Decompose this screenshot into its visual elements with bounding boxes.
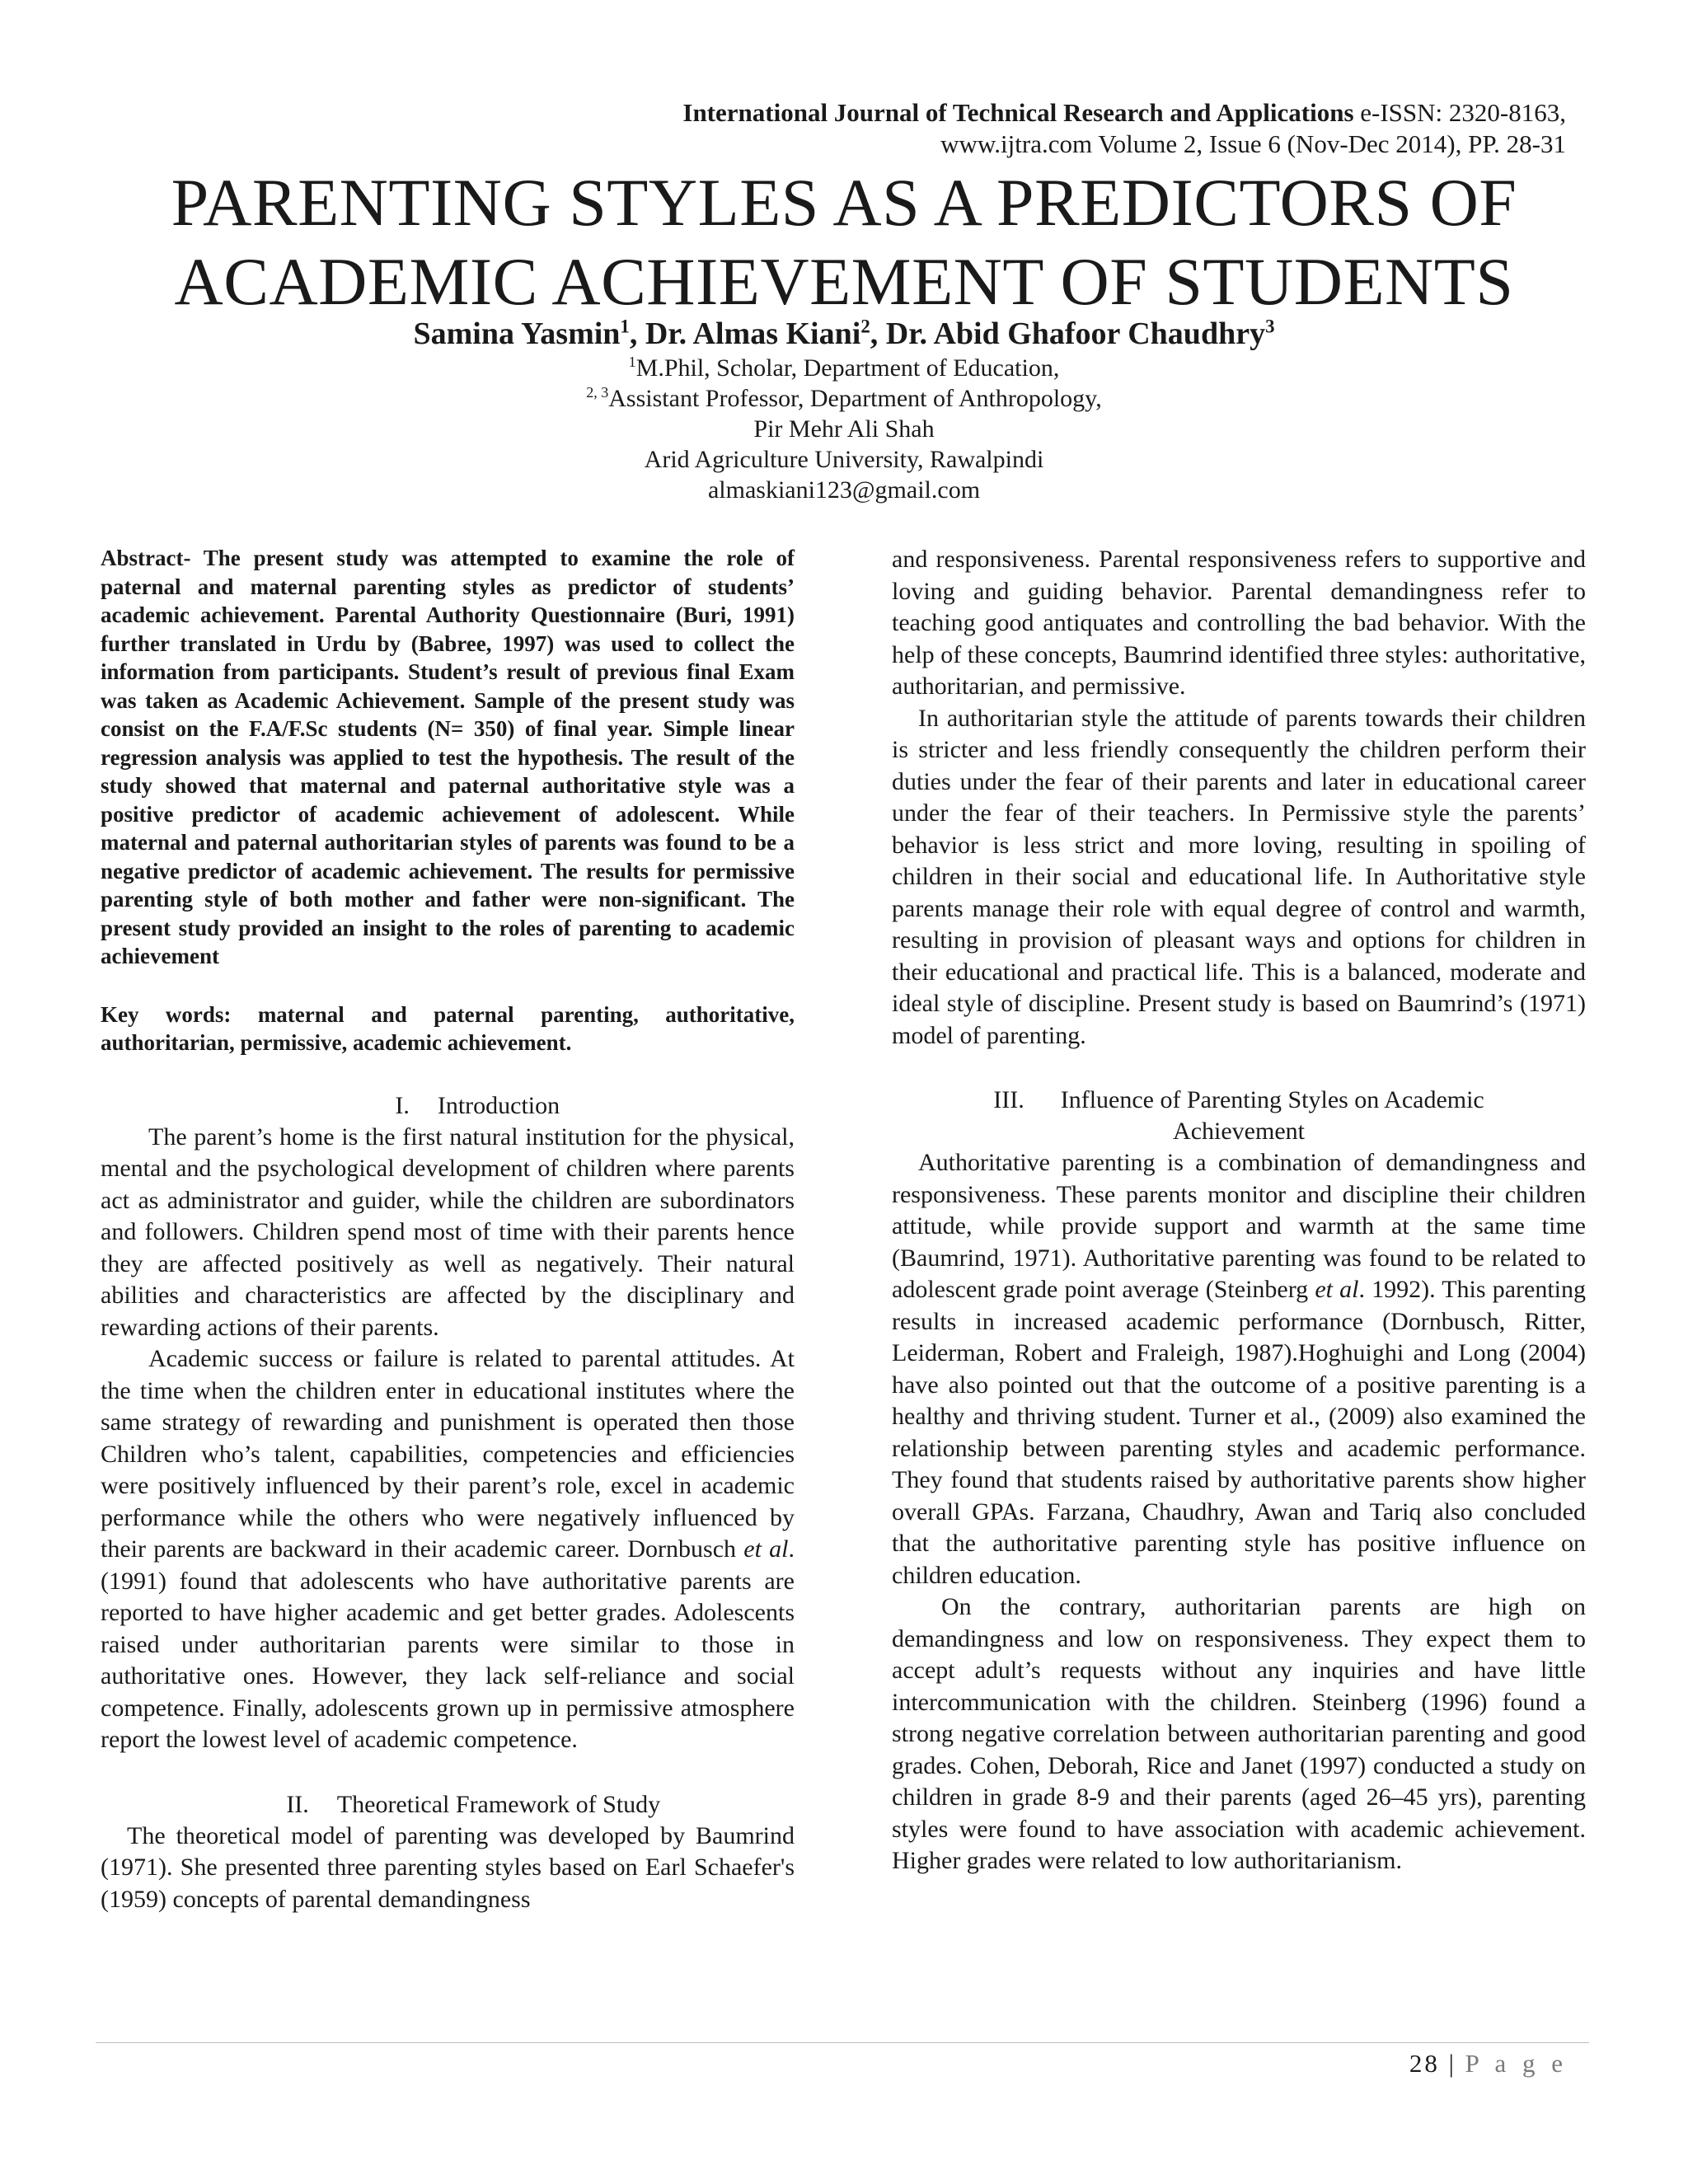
section-2-paragraph-2: In authoritarian style the attitude of parents towards their children is stricter and less friendly consequently the children perform their duties under the fear of their parents and later in educational career under the fear of their teachers. In Permissive style the parents’ behavior is less strict and more loving, resulting in spoiling of children in their social and educational life. In Authoritative style parents manage their role with equal degree of control and warmth, resulting in provision of pleasant ways and options for children in their educational and practical life. This is a balanced, moderate and ideal style of discipline. Present study is based on Baumrind’s (1971) model of parenting. — [892, 704, 1586, 1049]
journal-header-line2: www.ijtra.com Volume 2, Issue 6 (Nov-Dec 2014), PP. 28-31 — [940, 129, 1566, 158]
affiliation-sup1: 1 — [628, 354, 636, 370]
author-2-sup: 2 — [860, 316, 870, 337]
section-3-paragraph-1-part-b: . 1992). This parenting results in increased academic performance (Dornbusch, Ritter, Leiderman, Robert and Fraleigh, 1987).Hoghuighi and Long (2004) have also pointed out that the outcome of a positive parenting is a healthy and thriving student. Turner et al., (2009) also examined the relationship between parenting styles and academic performance. They found that students raised by authoritative parents show higher overall GPAs. Farzana, Chaudhry, Awan and Tariq also concluded that the authoritative parenting style has positive influence on children education. — [892, 1276, 1586, 1589]
affiliations — [0, 353, 1688, 505]
section-3-title-line1: Influence of Parenting Styles on Academic — [1060, 1086, 1484, 1113]
section-1-etal: et al — [743, 1535, 789, 1563]
affiliation-line2 — [0, 383, 1688, 414]
section-1-paragraph-2-part-a: Academic success or failure is related to parental attitudes. At the time when the children enter in educational institutes where the same strategy of rewarding and punishment is operated then those Children who’s talent, capabilities, competencies and efficiencies were positively influenced by their parent’s role, excel in academic performance while the others who were negatively influenced by their parents are backward in their academic career. Dornbusch — [101, 1345, 795, 1563]
page-number: 28 — [1409, 2049, 1440, 2078]
section-2-title: Theoretical Framework of Study — [336, 1790, 661, 1818]
author-1-sup: 1 — [620, 316, 630, 337]
author-3: , Dr. Abid Ghafoor Chaudhry — [870, 316, 1266, 351]
section-2-number: II. — [286, 1790, 309, 1818]
paper-title-line1: PARENTING STYLES AS A PREDICTORS OF — [171, 165, 1517, 240]
section-3-paragraph-1-part-a: Authoritative parenting is a combination of demandingness and responsiveness. These parents monitor and discipline their children attitude, while provide support and warmth at the same time (Baumrind, 1971). Authoritative parenting was found to be related to adolescent grade point average (Steinberg — [892, 1149, 1586, 1303]
section-3-heading — [892, 1085, 1586, 1147]
journal-header — [247, 97, 1566, 160]
author-list — [0, 315, 1688, 353]
section-2-paragraph-1-continued: and responsiveness. Parental responsiveness refers to supportive and loving and guiding behavior. Parental demandingness refer to teaching good antiquates and controlling the bad behavior. With the help of these concepts, Baumrind identified three styles: authoritative, authoritarian, and permissive. — [892, 546, 1586, 700]
affiliation-line3: Pir Mehr Ali Shah — [753, 415, 935, 443]
section-3-etal: et al — [1315, 1276, 1359, 1303]
section-3-number: III. — [993, 1086, 1025, 1113]
paper-title — [0, 163, 1688, 321]
section-3-heading-line1 — [892, 1085, 1586, 1116]
section-1-number: I. — [395, 1091, 410, 1119]
right-column — [892, 544, 1586, 1877]
author-email: almaskiani123@gmail.com — [707, 476, 981, 504]
section-2-heading — [101, 1789, 795, 1821]
footer-divider — [96, 2042, 1589, 2043]
section-3-paragraph-2: On the contrary, authoritarian parents are high on demandingness and low on responsiveness. They expect them to accept adult’s requests without any inquiries and have little intercommunication with the children. Steinberg (1996) found a strong negative correlation between authoritarian parenting and good grades. Cohen, Deborah, Rice and Janet (1997) conducted a study on children in grade 8-9 and their parents (aged 26–45 yrs), parenting styles were found to have association with academic achievement. Higher grades were related to low authoritarianism. — [892, 1593, 1586, 1874]
journal-issn: e-ISSN: 2320-8163, — [1353, 98, 1566, 127]
affiliation-line4: Arid Agriculture University, Rawalpindi — [644, 446, 1044, 473]
section-3-title-line2: Achievement — [1173, 1118, 1305, 1145]
abstract: Abstract- The present study was attempted to examine the role of paternal and maternal parenting styles as predictor of students’ academic achievement. Parental Authority Questionnaire (Buri, 1991) further translated in Urdu by (Babree, 1997) was used to collect the information from participants. Student’s result of previous final Exam was taken as Academic Achievement. Sample of the present study was consist on the F.A/F.Sc students (N= 350) of final year. Simple linear regression analysis was applied to test the hypothesis. The result of the study showed that maternal and paternal authoritative style was a positive predictor of academic achievement of adolescent. While maternal and paternal authoritarian styles of parents was found to be a negative predictor of academic achievement. The results for permissive parenting style of both mother and father were non-significant. The present study provided an insight to the roles of parenting to academic achievement — [101, 546, 795, 968]
page-separator: | — [1448, 2049, 1456, 2078]
section-3-paragraph-1 — [892, 1147, 1586, 1591]
keywords: Key words: maternal and paternal parenting, authoritative, authoritarian, permissive, academic achievement. — [101, 1001, 795, 1055]
paper-title-line2: ACADEMIC ACHIEVEMENT OF STUDENTS — [174, 244, 1514, 319]
journal-name: International Journal of Technical Research and Applications — [682, 98, 1354, 127]
journal-header-line1 — [247, 97, 1566, 129]
left-column — [101, 544, 795, 1915]
section-1-paragraph-2-part-b: . (1991) found that adolescents who have authoritative parents are reported to have higher academic and get better grades. Adolescents raised under authoritarian parents were similar to those in authoritative ones. However, they lack self-reliance and social competence. Finally, adolescents grown up in permissive atmosphere report the lowest level of academic competence. — [101, 1535, 795, 1753]
page-label: P a g e — [1465, 2049, 1568, 2078]
author-2: , Dr. Almas Kiani — [629, 316, 861, 351]
affiliation-line1 — [0, 353, 1688, 383]
author-3-sup: 3 — [1265, 316, 1275, 337]
section-1-title: Introduction — [437, 1091, 560, 1119]
section-1-paragraph-2 — [101, 1343, 795, 1756]
affiliation-text1: M.Phil, Scholar, Department of Education, — [635, 354, 1060, 382]
affiliation-sup2: 2, 3 — [586, 384, 609, 401]
section-1-paragraph-1: The parent’s home is the first natural institution for the physical, mental and the psychological development of children where parents act as administrator and guider, while the children are subordinators and followers. Children spend most of time with their parents hence they are affected positively as well as negatively. Their natural abilities and characteristics are affected by the disciplinary and rewarding actions of their parents. — [101, 1122, 795, 1341]
affiliation-text2: Assistant Professor, Department of Anthropology, — [608, 385, 1102, 412]
section-2-paragraph-1: The theoretical model of parenting was developed by Baumrind (1971). She presented three parenting styles based on Earl Schaefer's (1959) concepts of parental demandingness — [101, 1821, 795, 1913]
page-footer — [1409, 2047, 1568, 2080]
author-1: Samina Yasmin — [413, 316, 621, 351]
section-1-heading — [101, 1090, 795, 1122]
